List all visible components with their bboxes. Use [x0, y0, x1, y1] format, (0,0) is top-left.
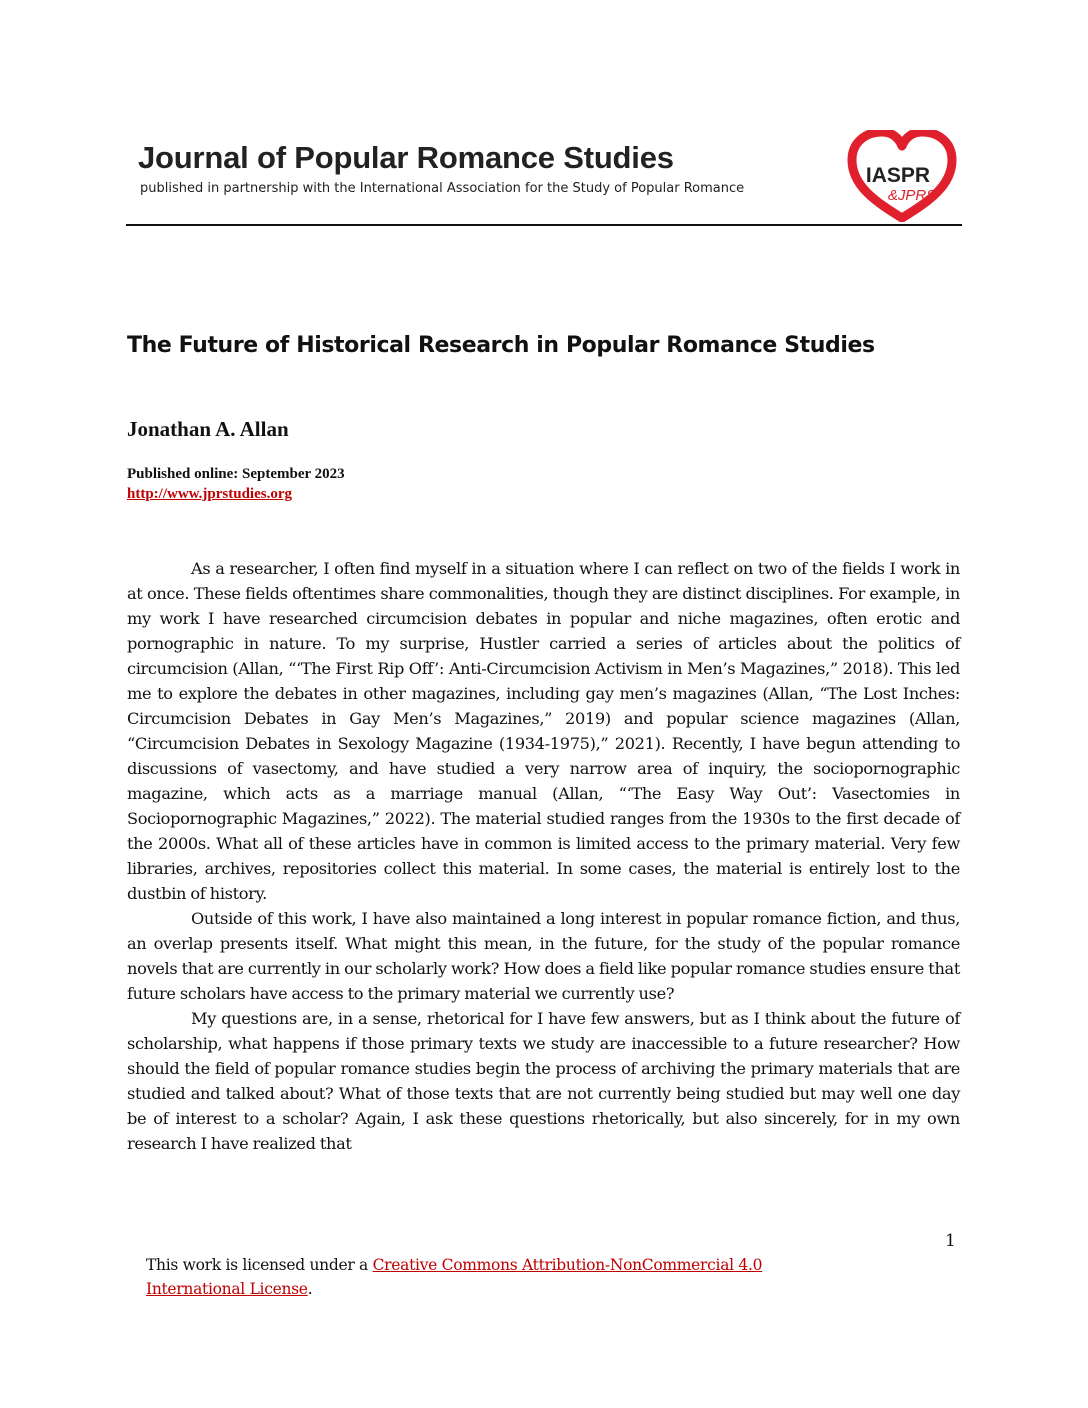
- license-prefix: This work is licensed under a: [146, 1256, 373, 1274]
- license-suffix: .: [307, 1280, 313, 1298]
- header-rule: [126, 224, 962, 226]
- license-notice: [146, 1253, 846, 1301]
- article-author: Jonathan A. Allan: [127, 417, 289, 441]
- published-date: Published online: September 2023: [127, 466, 345, 482]
- article-title: The Future of Historical Research in Popular Romance Studies: [127, 333, 875, 358]
- heart-logo-icon: [846, 130, 958, 222]
- article-body: [127, 556, 960, 1156]
- logo-text-line1: IASPR: [865, 164, 931, 187]
- body-paragraph: My questions are, in a sense, rhetorical for I have few answers, but as I think about the future of scholarship, what happens if those primary texts we study are inaccessible to a future researcher? How should the field of popular romance studies begin the process of archiving the primary materials that are studied and talked about? What of those texts that are not currently being studied but may well one day be of interest to a scholar? Again, I ask these questions rhetorically, but also sincerely, for in my own research I have realized that: [127, 1009, 960, 1153]
- journal-subtitle: published in partnership with the International Association for the Study of Popular Romance: [140, 181, 745, 196]
- journal-title: Journal of Popular Romance Studies: [138, 140, 674, 175]
- logo-text-line2: &JPRS: [887, 187, 937, 204]
- body-paragraph: Outside of this work, I have also maintained a long interest in popular romance fiction, and thus, an overlap presents itself. What might this mean, in the future, for the study of the popular romance novels that are currently in our scholarly work? How does a field like popular romance studies ensure that future scholars have access to the primary material we currently use?: [127, 909, 960, 1003]
- page-number: 1: [945, 1231, 956, 1251]
- body-paragraph: As a researcher, I often find myself in a situation where I can reflect on two of the fields I work in at once. These fields oftentimes share commonalities, though they are distinct disciplines. For example, in my work I have researched circumcision debates in popular and niche magazines, often erotic and pornographic in nature. To my surprise, Hustler carried a series of articles about the politics of circumcision (Allan, “‘The First Rip Off’: Anti-Circumcision Activism in Men’s Magazines,” 2018). This led me to explore the debates in other magazines, including gay men’s magazines (Allan, “The Lost Inches: Circumcision Debates in Gay Men’s Magazines,” 2019) and popular science magazines (Allan, “Circumcision Debates in Sexology Magazine (1934-1975),” 2021). Recently, I have begun attending to discussions of vasectomy, and have studied a very narrow area of inquiry, the sociopornographic magazine, which acts as a marriage manual (Allan, “‘The Easy Way Out’: Vasectomies in Sociopornographic Magazines,” 2022). The material studied ranges from the 1930s to the first decade of the 2000s. What all of these articles have in common is limited access to the primary material. Very few libraries, archives, repositories collect this material. In some cases, the material is entirely lost to the dustbin of history.: [127, 559, 960, 903]
- journal-url-link[interactable]: http://www.jprstudies.org: [127, 486, 293, 502]
- journal-masthead: [126, 130, 962, 230]
- license-link[interactable]: Creative Commons Attribution-NonCommercial 4.0 International License: [146, 1256, 763, 1298]
